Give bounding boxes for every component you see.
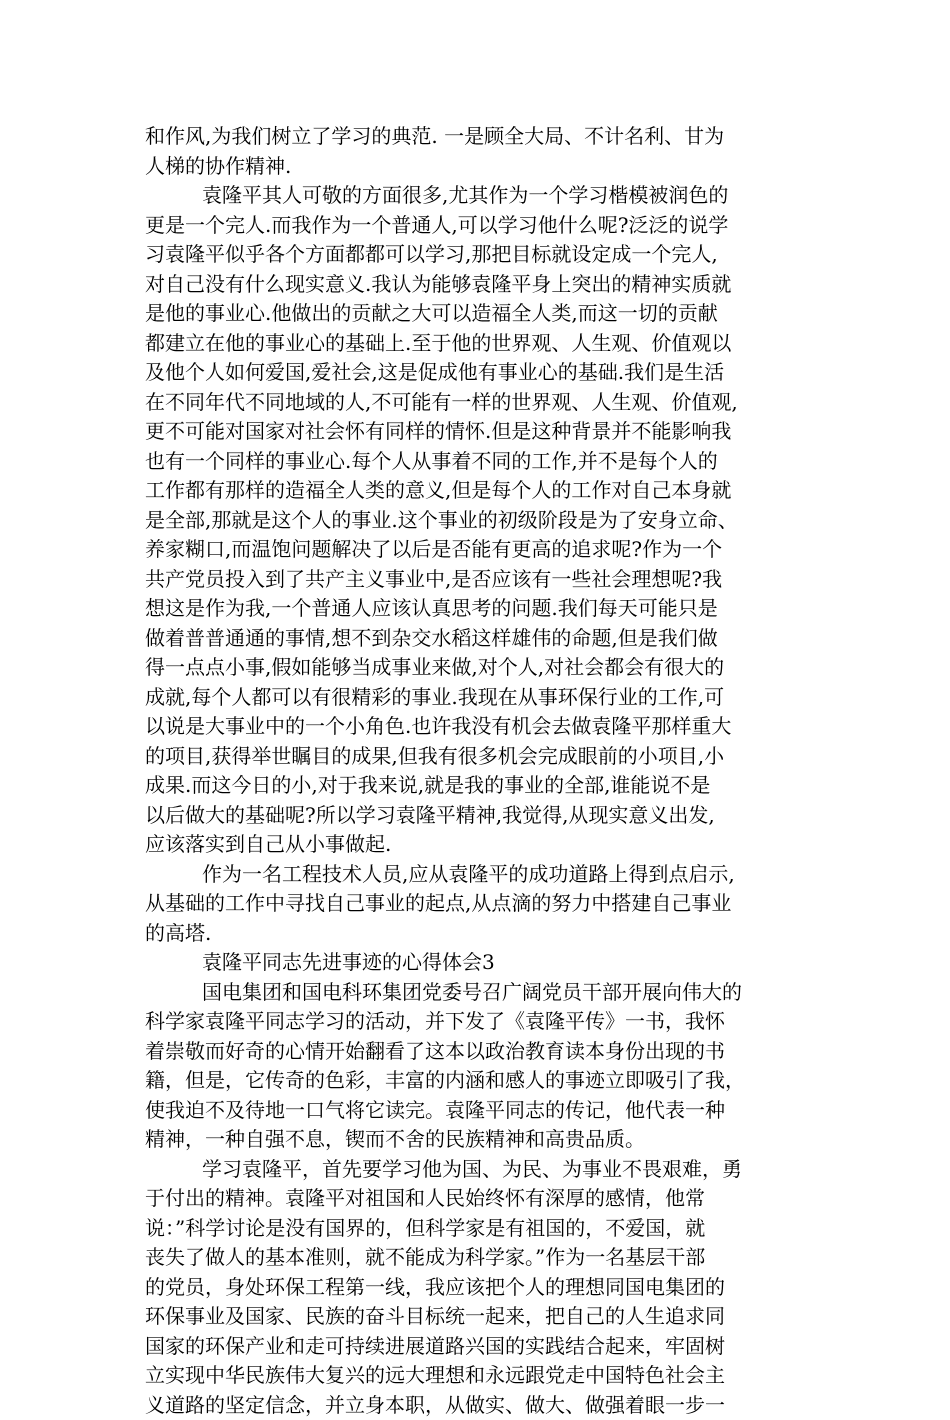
text-line: 丧失了做人的基本准则，就不能成为科学家。”作为一名基层干部 xyxy=(145,1243,820,1273)
text-line: 也有一个同样的事业心.每个人从事着不同的工作,并不是每个人的 xyxy=(145,447,820,477)
text-line: 使我迫不及待地一口气将它读完。袁隆平同志的传记，他代表一种 xyxy=(145,1096,820,1126)
text-line: 袁隆平同志先进事迹的心得体会3 xyxy=(145,948,820,978)
text-line: 得一点点小事,假如能够当成事业来做,对个人,对社会都会有很大的 xyxy=(145,653,820,683)
text-line: 对自己没有什么现实意义.我认为能够袁隆平身上突出的精神实质就 xyxy=(145,270,820,300)
text-line: 更不可能对国家对社会怀有同样的情怀.但是这种背景并不能影响我 xyxy=(145,417,820,447)
text-line: 的项目,获得举世瞩目的成果,但我有很多机会完成眼前的小项目,小 xyxy=(145,742,820,772)
text-line: 在不同年代不同地域的人,不可能有一样的世界观、人生观、价值观, xyxy=(145,388,820,418)
text-line: 着崇敬而好奇的心情开始翻看了这本以政治教育读本身份出现的书 xyxy=(145,1037,820,1067)
text-line: 说：”科学讨论是没有国界的，但科学家是有祖国的，不爱国，就 xyxy=(145,1214,820,1244)
text-line: 以说是大事业中的一个小角色.也许我没有机会去做袁隆平那样重大 xyxy=(145,712,820,742)
text-line: 工作都有那样的造福全人类的意义,但是每个人的工作对自己本身就 xyxy=(145,476,820,506)
text-line: 科学家袁隆平同志学习的活动，并下发了《袁隆平传》一书，我怀 xyxy=(145,1007,820,1037)
text-line: 人梯的协作精神. xyxy=(145,152,820,182)
text-line: 的高塔. xyxy=(145,919,820,949)
text-line: 于付出的精神。袁隆平对祖国和人民始终怀有深厚的感情，他常 xyxy=(145,1184,820,1214)
text-line: 环保事业及国家、民族的奋斗目标统一起来，把自己的人生追求同 xyxy=(145,1302,820,1332)
text-line: 成果.而这今日的小,对于我来说,就是我的事业的全部,谁能说不是 xyxy=(145,771,820,801)
text-line: 应该落实到自己从小事做起. xyxy=(145,830,820,860)
text-line: 养家糊口,而温饱问题解决了以后是否能有更高的追求呢?作为一个 xyxy=(145,535,820,565)
text-line: 习袁隆平似乎各个方面都都可以学习,那把目标就设定成一个完人, xyxy=(145,240,820,270)
text-line: 都建立在他的事业心的基础上.至于他的世界观、人生观、价值观以 xyxy=(145,329,820,359)
text-line: 国家的环保产业和走可持续进展道路兴国的实践结合起来，牢固树 xyxy=(145,1332,820,1362)
text-line: 国电集团和国电科环集团党委号召广阔党员干部开展向伟大的 xyxy=(145,978,820,1008)
document-body xyxy=(145,122,820,1420)
text-line: 学习袁隆平，首先要学习他为国、为民、为事业不畏艰难，勇 xyxy=(145,1155,820,1185)
text-line: 义道路的坚定信念，并立身本职，从做实、做大、做强着眼一步一 xyxy=(145,1391,820,1420)
text-line: 想这是作为我,一个普通人应该认真思考的问题.我们每天可能只是 xyxy=(145,594,820,624)
text-line: 作为一名工程技术人员,应从袁隆平的成功道路上得到点启示, xyxy=(145,860,820,890)
text-line: 更是一个完人.而我作为一个普通人,可以学习他什么呢?泛泛的说学 xyxy=(145,211,820,241)
text-line: 立实现中华民族伟大复兴的远大理想和永远跟党走中国特色社会主 xyxy=(145,1361,820,1391)
text-line: 是全部,那就是这个人的事业.这个事业的初级阶段是为了安身立命、 xyxy=(145,506,820,536)
text-line: 的党员，身处环保工程第一线，我应该把个人的理想同国电集团的 xyxy=(145,1273,820,1303)
text-line: 从基础的工作中寻找自己事业的起点,从点滴的努力中搭建自己事业 xyxy=(145,889,820,919)
text-line: 及他个人如何爱国,爱社会,这是促成他有事业心的基础.我们是生活 xyxy=(145,358,820,388)
text-line: 籍，但是，它传奇的色彩，丰富的内涵和感人的事迹立即吸引了我， xyxy=(145,1066,820,1096)
text-line: 精神，一种自强不息，锲而不舍的民族精神和高贵品质。 xyxy=(145,1125,820,1155)
text-line: 袁隆平其人可敬的方面很多,尤其作为一个学习楷模被润色的 xyxy=(145,181,820,211)
text-line: 和作风,为我们树立了学习的典范. 一是顾全大局、不计名利、甘为 xyxy=(145,122,820,152)
text-line: 是他的事业心.他做出的贡献之大可以造福全人类,而这一切的贡献 xyxy=(145,299,820,329)
text-line: 做着普普通通的事情,想不到杂交水稻这样雄伟的命题,但是我们做 xyxy=(145,624,820,654)
text-line: 共产党员投入到了共产主义事业中,是否应该有一些社会理想呢?我 xyxy=(145,565,820,595)
text-line: 以后做大的基础呢?所以学习袁隆平精神,我觉得,从现实意义出发, xyxy=(145,801,820,831)
text-line: 成就,每个人都可以有很精彩的事业.我现在从事环保行业的工作,可 xyxy=(145,683,820,713)
